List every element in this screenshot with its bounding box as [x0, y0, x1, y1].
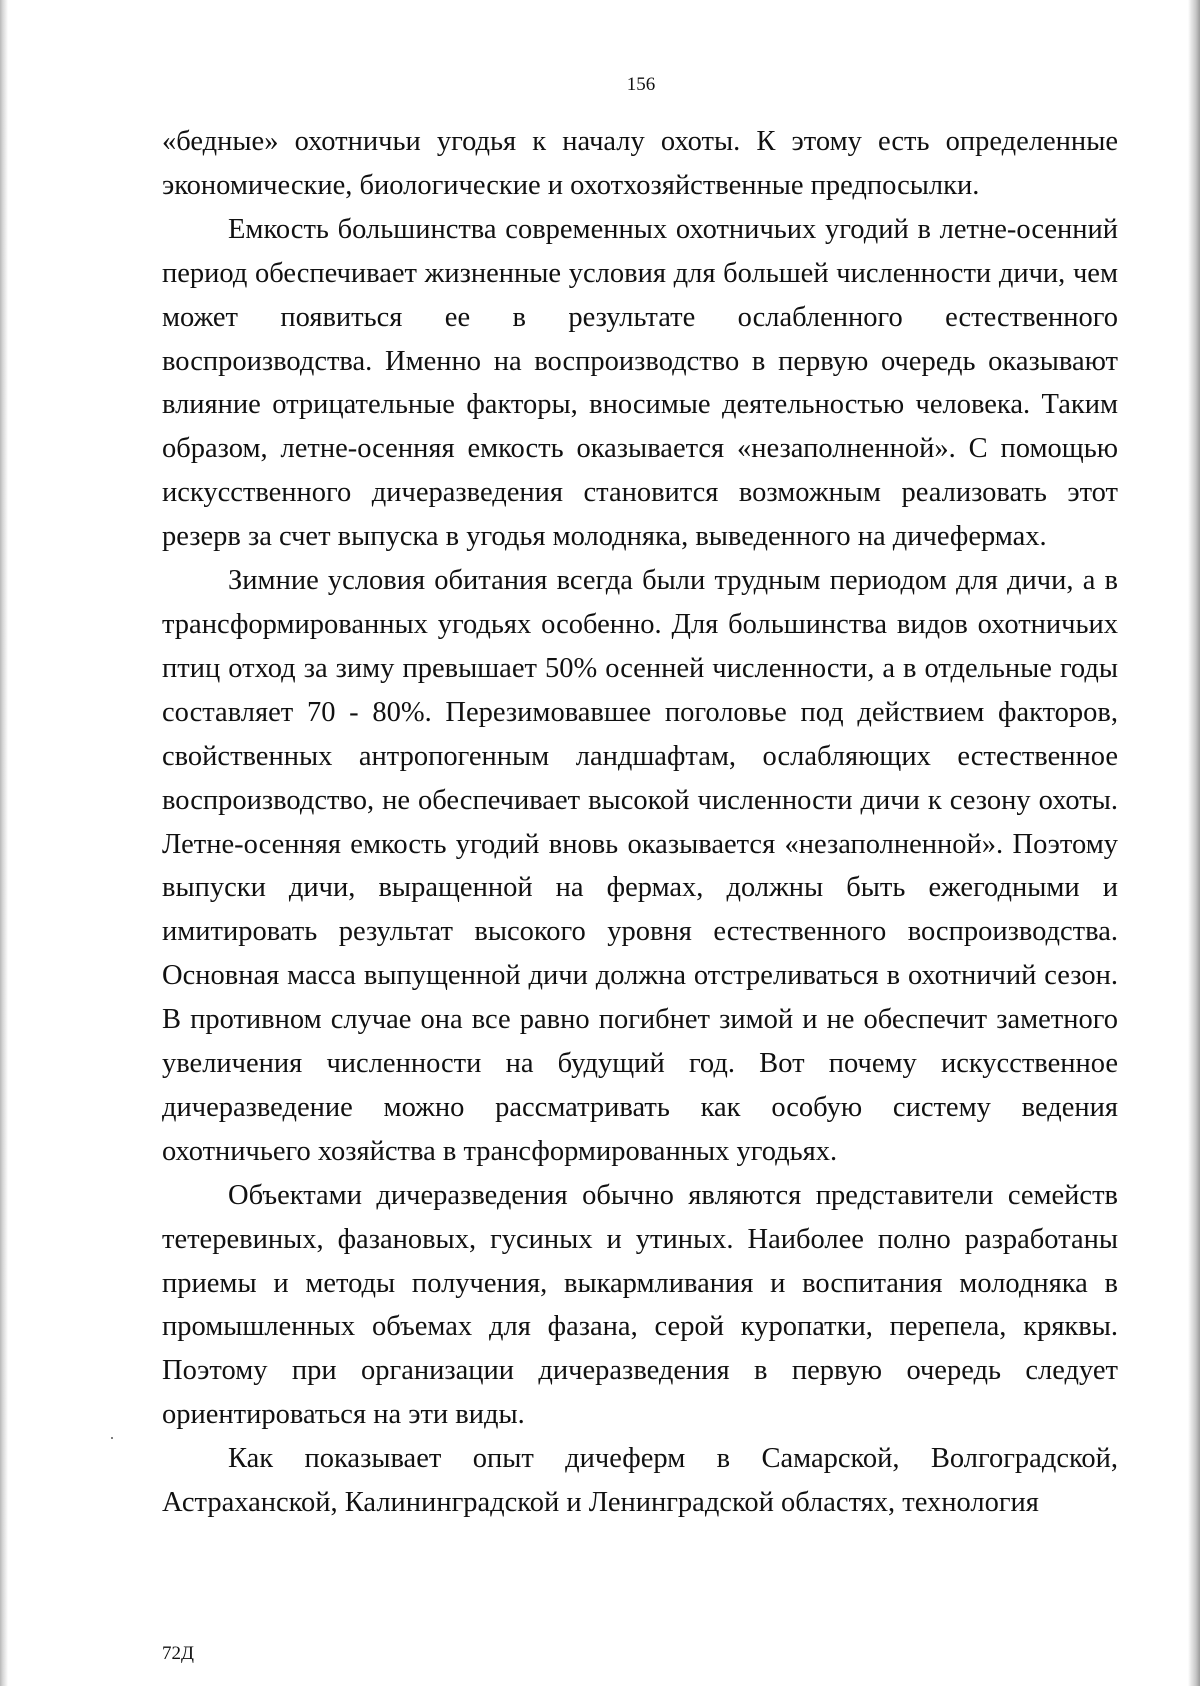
paragraph: Как показывает опыт дичеферм в Самарской, Волгоградской, Астраханской, Калининградской и Ленинградской областях, технология	[162, 1443, 1118, 1519]
paragraph: Объектами дичеразведения обычно являются представители семейств тетеревиных, фазановых, гусиных и утиных. Наиболее полно разработаны приемы и методы получения, выкармливания и воспитания молодняка в промышленных объемах для фазана, серой куропатки, перепела, кряквы. Поэтому при организации дичеразведения в первую очередь следует ориентироваться на эти виды.	[162, 1179, 1118, 1431]
paragraph: Зимние условия обитания всегда были трудным периодом для дичи, а в трансформированных угодьях особенно. Для большинства видов охотничьих птиц отход за зиму превышает 50% осенней численности, а в отдельные годы составляет 70 - 80%. Перезимовавшее поголовье под действием факторов, свойственных антропогенным ландшафтам, ослабляющих естественное воспроизводство, не обеспечивает высокой численности дичи к сезону охоты. Летне-осенняя емкость угодий вновь оказывается «незаполненной». Поэтому выпуски дичи, выращенной на фермах, должны быть ежегодными и имитировать результат высокого уровня естественного воспроизводства. Основная масса выпущенной дичи должна отстреливаться в охотничий сезон. В противном случае она все равно погибнет зимой и не обеспечит заметного увеличения численности на будущий год. Вот почему искусственное дичеразведение можно рассматривать как особую систему ведения охотничьего хозяйства в трансформированных угодьях.	[162, 565, 1118, 1167]
scan-speck	[111, 1437, 113, 1439]
scan-edge-right	[1188, 0, 1200, 1686]
scan-edge-left	[0, 0, 8, 1686]
paragraph: Емкость большинства современных охотничьих угодий в летне-осенний период обеспечивает жизненные условия для большей численности дичи, чем может появиться ее в результате ослабленного естественного воспроизводства. Именно на воспроизводство в первую очередь оказывают влияние отрицательные факторы, вносимые деятельностью человека. Таким образом, летне-осенняя емкость оказывается «незаполненной». С помощью искусственного дичеразведения становится возможным реализовать этот резерв за счет выпуска в угодья молодняка, выведенного на дичефермах.	[162, 213, 1118, 553]
footer-mark: 72Д	[162, 1643, 194, 1664]
paragraph-continuation: «бедные» охотничьи угодья к началу охоты. К этому есть определенные экономические, биологические и охотхозяйственные предпосылки.	[162, 126, 1118, 201]
page-number: 156	[626, 74, 656, 95]
body-text	[162, 120, 1118, 1525]
